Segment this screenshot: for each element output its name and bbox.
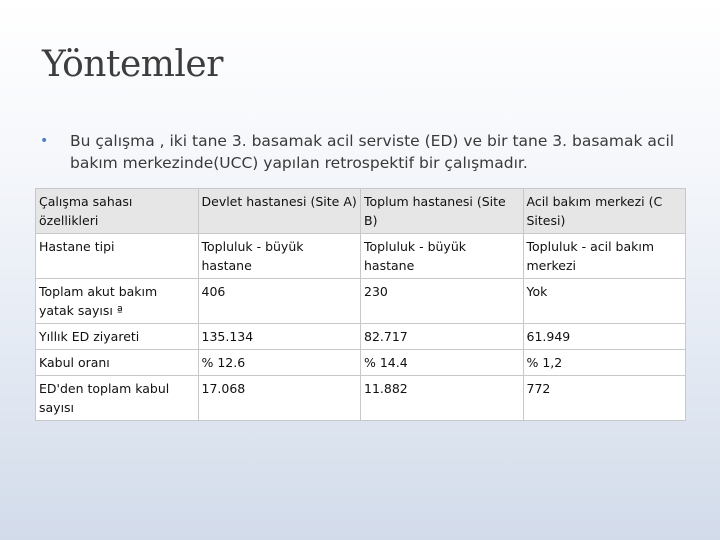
table-cell: Topluluk - acil bakım merkezi [523, 234, 686, 279]
header-cell-site-a: Devlet hastanesi (Site A) [198, 189, 361, 234]
table-cell: % 1,2 [523, 350, 686, 376]
table-cell: 135.134 [198, 324, 361, 350]
table-cell: Topluluk - büyük hastane [198, 234, 361, 279]
header-cell-site-c: Acil bakım merkezi (C Sitesi) [523, 189, 686, 234]
table-row [36, 324, 686, 350]
table-header-row [36, 189, 686, 234]
table-cell: % 14.4 [361, 350, 524, 376]
table-cell: ED'den toplam kabul sayısı [36, 376, 199, 421]
table-row [36, 350, 686, 376]
table-row [36, 234, 686, 279]
table-cell: Yok [523, 279, 686, 324]
table-cell: 772 [523, 376, 686, 421]
slide-title: Yöntemler [42, 44, 223, 85]
table-cell: Toplam akut bakım yatak sayısı ª [36, 279, 199, 324]
bullet-marker: • [40, 133, 49, 149]
table-cell: Yıllık ED ziyareti [36, 324, 199, 350]
bullet-text: Bu çalışma , iki tane 3. basamak acil serviste (ED) ve bir tane 3. basamak acil bakım merkezinde(UCC) yapılan retrospektif bir çalışmadır. [70, 132, 675, 172]
table-cell: 11.882 [361, 376, 524, 421]
table-cell: % 12.6 [198, 350, 361, 376]
table-cell: Hastane tipi [36, 234, 199, 279]
table-row [36, 376, 686, 421]
table-row [36, 279, 686, 324]
table-cell: 82.717 [361, 324, 524, 350]
header-cell-characteristics: Çalışma sahası özellikleri [36, 189, 199, 234]
table-cell: Kabul oranı [36, 350, 199, 376]
header-cell-site-b: Toplum hastanesi (Site B) [361, 189, 524, 234]
table-cell: 406 [198, 279, 361, 324]
table-cell: 61.949 [523, 324, 686, 350]
study-sites-table [35, 188, 686, 421]
table-cell: 17.068 [198, 376, 361, 421]
table-cell: Topluluk - büyük hastane [361, 234, 524, 279]
table-cell: 230 [361, 279, 524, 324]
bullet-item [40, 130, 680, 174]
